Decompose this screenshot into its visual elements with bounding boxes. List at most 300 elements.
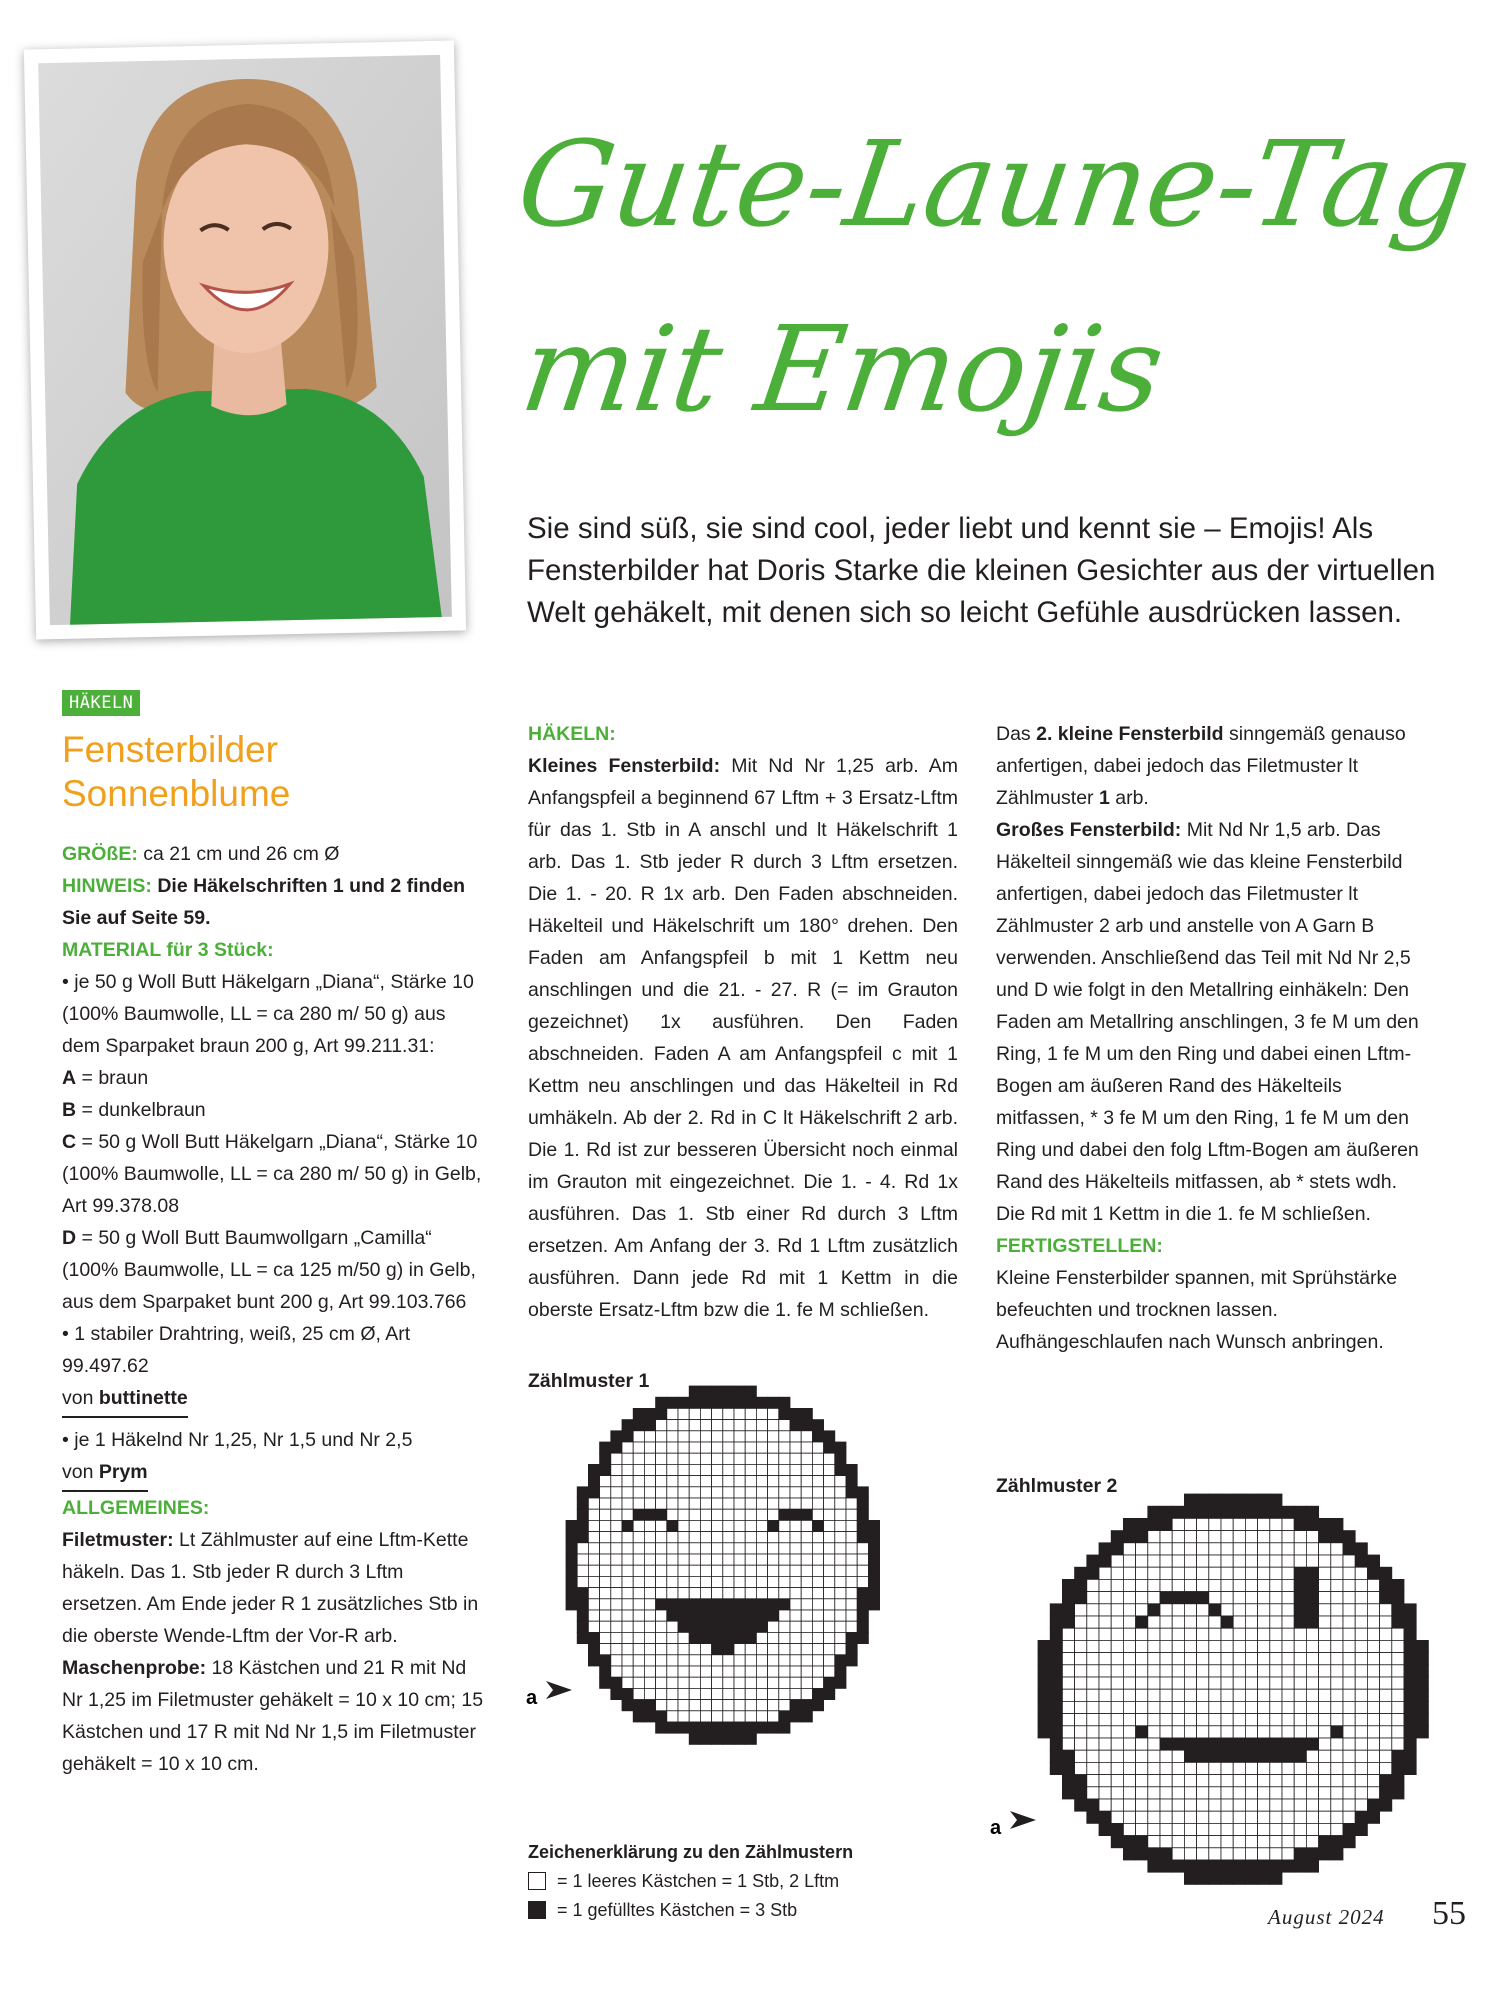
empty-cell [1355, 1762, 1367, 1774]
empty-cell [1136, 1775, 1148, 1787]
empty-cell [611, 1476, 622, 1487]
empty-cell [1123, 1567, 1135, 1579]
empty-cell [1258, 1811, 1270, 1823]
empty-cell [1319, 1567, 1331, 1579]
empty-cell [779, 1476, 790, 1487]
filled-cell [1245, 1506, 1257, 1518]
empty-cell [678, 1498, 689, 1509]
empty-cell [768, 1476, 779, 1487]
empty-cell [656, 1621, 667, 1632]
filled-cell [1270, 1750, 1282, 1762]
empty-cell [611, 1655, 622, 1666]
empty-cell [1148, 1628, 1160, 1640]
empty-cell [689, 1464, 700, 1475]
empty-cell [1148, 1701, 1160, 1713]
filled-cell [1209, 1738, 1221, 1750]
empty-cell [768, 1632, 779, 1643]
empty-cell [1245, 1555, 1257, 1567]
empty-cell [756, 1431, 767, 1442]
empty-cell [1184, 1579, 1196, 1591]
empty-cell [1233, 1604, 1245, 1616]
empty-cell [1258, 1836, 1270, 1848]
empty-cell [1123, 1701, 1135, 1713]
empty-cell [756, 1711, 767, 1722]
empty-cell [600, 1632, 611, 1643]
headline-line-2: mit Emojis [513, 300, 1172, 438]
filled-cell [1062, 1787, 1074, 1799]
empty-cell [1148, 1531, 1160, 1543]
empty-cell [1172, 1811, 1184, 1823]
empty-cell [1209, 1762, 1221, 1774]
empty-cell [812, 1543, 823, 1554]
empty-cell [1392, 1628, 1404, 1640]
headline-line-1: Gute-Laune-Tag [509, 115, 1479, 253]
empty-cell [1148, 1787, 1160, 1799]
empty-cell [633, 1476, 644, 1487]
filled-cell [577, 1509, 588, 1520]
empty-cell [1319, 1616, 1331, 1628]
empty-cell [824, 1632, 835, 1643]
filled-cell [1258, 1738, 1270, 1750]
empty-cell [1209, 1579, 1221, 1591]
empty-cell [801, 1442, 812, 1453]
filled-cell [1258, 1750, 1270, 1762]
empty-cell [1331, 1762, 1343, 1774]
empty-cell [1075, 1665, 1087, 1677]
empty-cell [644, 1621, 655, 1632]
empty-cell [1197, 1799, 1209, 1811]
filled-cell [1184, 1506, 1196, 1518]
filled-cell [1404, 1726, 1416, 1738]
filled-cell [790, 1420, 801, 1431]
empty-cell [734, 1464, 745, 1475]
empty-cell [1184, 1836, 1196, 1848]
empty-cell [1294, 1665, 1306, 1677]
empty-cell [1258, 1799, 1270, 1811]
empty-cell [588, 1509, 599, 1520]
filled-cell [611, 1688, 622, 1699]
filled-cell [588, 1464, 599, 1475]
empty-cell [712, 1588, 723, 1599]
filled-cell [1136, 1616, 1148, 1628]
filled-cell [1367, 1555, 1379, 1567]
empty-cell [712, 1565, 723, 1576]
empty-cell [1160, 1665, 1172, 1677]
empty-cell [1233, 1592, 1245, 1604]
filled-cell [768, 1599, 779, 1610]
filled-cell [1050, 1726, 1062, 1738]
empty-cell [1209, 1811, 1221, 1823]
empty-cell [1282, 1543, 1294, 1555]
empty-cell [1367, 1775, 1379, 1787]
filled-cell [756, 1599, 767, 1610]
category-badge: HÄKELN [62, 690, 140, 716]
empty-cell [835, 1621, 846, 1632]
empty-cell [1221, 1689, 1233, 1701]
supplier-1-von: von [62, 1387, 99, 1409]
empty-cell [633, 1453, 644, 1464]
empty-cell [700, 1520, 711, 1531]
empty-cell [768, 1621, 779, 1632]
empty-cell [1331, 1640, 1343, 1652]
empty-cell [1184, 1628, 1196, 1640]
empty-cell [1367, 1604, 1379, 1616]
filled-cell [1380, 1579, 1392, 1591]
empty-cell [1075, 1677, 1087, 1689]
empty-cell [1343, 1750, 1355, 1762]
empty-cell [611, 1632, 622, 1643]
empty-cell [801, 1487, 812, 1498]
empty-cell [1111, 1701, 1123, 1713]
empty-cell [1221, 1799, 1233, 1811]
empty-cell [1294, 1640, 1306, 1652]
empty-cell [756, 1655, 767, 1666]
empty-cell [1148, 1555, 1160, 1567]
filled-cell [1294, 1506, 1306, 1518]
filled-cell [689, 1610, 700, 1621]
filled-cell [1392, 1604, 1404, 1616]
legend-empty [528, 1867, 978, 1896]
empty-cell [790, 1666, 801, 1677]
empty-cell [723, 1677, 734, 1688]
empty-cell [1111, 1762, 1123, 1774]
filled-cell [1123, 1836, 1135, 1848]
filled-cell [622, 1420, 633, 1431]
empty-cell [790, 1565, 801, 1576]
empty-cell [1306, 1665, 1318, 1677]
empty-cell [1172, 1677, 1184, 1689]
empty-cell [857, 1576, 868, 1587]
empty-cell [846, 1532, 857, 1543]
empty-cell [824, 1509, 835, 1520]
empty-cell [644, 1464, 655, 1475]
empty-cell [667, 1632, 678, 1643]
empty-cell [712, 1520, 723, 1531]
legend-empty-text: = 1 leeres Kästchen = 1 Stb, 2 Lftm [552, 1871, 840, 1891]
empty-cell [1233, 1555, 1245, 1567]
empty-cell [588, 1588, 599, 1599]
intro-text: Sie sind süß, sie sind cool, jeder liebt und kennt sie – Emojis! Als Fensterbilder hat Doris Starke die kleinen Gesichter aus der virtuellen Welt gehäkelt, mit denen sich so leicht Gefühle ausdrücken lassen. [527, 512, 1436, 629]
empty-cell [779, 1520, 790, 1531]
empty-cell [790, 1688, 801, 1699]
empty-cell [1148, 1592, 1160, 1604]
filled-cell [1404, 1653, 1416, 1665]
empty-cell [1331, 1714, 1343, 1726]
empty-cell [1087, 1616, 1099, 1628]
empty-cell [745, 1565, 756, 1576]
empty-cell [1123, 1628, 1135, 1640]
empty-cell [1148, 1689, 1160, 1701]
empty-cell [801, 1588, 812, 1599]
empty-cell [723, 1487, 734, 1498]
filled-cell [1367, 1811, 1379, 1823]
empty-cell [801, 1644, 812, 1655]
empty-cell [745, 1644, 756, 1655]
empty-cell [588, 1543, 599, 1554]
empty-cell [1270, 1592, 1282, 1604]
empty-cell [1172, 1628, 1184, 1640]
empty-cell [1270, 1823, 1282, 1835]
empty-cell [1209, 1640, 1221, 1652]
empty-cell [678, 1408, 689, 1419]
empty-cell [712, 1688, 723, 1699]
empty-cell [1111, 1592, 1123, 1604]
empty-cell [1282, 1799, 1294, 1811]
empty-cell [756, 1408, 767, 1419]
filled-cell [1319, 1836, 1331, 1848]
empty-cell [1258, 1555, 1270, 1567]
filled-cell [1404, 1677, 1416, 1689]
empty-cell [1233, 1701, 1245, 1713]
empty-cell [1319, 1543, 1331, 1555]
empty-cell [600, 1520, 611, 1531]
empty-cell [1319, 1799, 1331, 1811]
empty-cell [633, 1677, 644, 1688]
filled-cell [1050, 1653, 1062, 1665]
empty-cell [1099, 1775, 1111, 1787]
empty-cell [1136, 1823, 1148, 1835]
empty-cell [1172, 1604, 1184, 1616]
filled-cell [656, 1509, 667, 1520]
empty-cell [1319, 1677, 1331, 1689]
empty-cell [768, 1532, 779, 1543]
empty-cell [1355, 1799, 1367, 1811]
empty-cell [790, 1487, 801, 1498]
empty-cell [779, 1532, 790, 1543]
filled-cell [689, 1599, 700, 1610]
empty-cell [779, 1420, 790, 1431]
filled-cell [1136, 1531, 1148, 1543]
filled-cell [700, 1733, 711, 1744]
empty-cell [1111, 1750, 1123, 1762]
empty-cell [1136, 1738, 1148, 1750]
filled-cell [1050, 1714, 1062, 1726]
empty-cell [1331, 1567, 1343, 1579]
empty-cell [1123, 1604, 1135, 1616]
empty-cell [1233, 1531, 1245, 1543]
empty-cell [1172, 1762, 1184, 1774]
empty-cell [1184, 1689, 1196, 1701]
empty-cell [1270, 1518, 1282, 1530]
empty-cell [611, 1588, 622, 1599]
project-title-line-2: Sonnenblume [62, 773, 291, 814]
empty-cell [846, 1543, 857, 1554]
empty-cell [1172, 1543, 1184, 1555]
empty-cell [600, 1621, 611, 1632]
empty-cell [689, 1677, 700, 1688]
filled-cell [1160, 1518, 1172, 1530]
empty-cell [1343, 1567, 1355, 1579]
empty-cell [1282, 1579, 1294, 1591]
filled-cell [812, 1431, 823, 1442]
empty-cell [611, 1610, 622, 1621]
empty-cell [1306, 1775, 1318, 1787]
filled-cell [633, 1700, 644, 1711]
portrait-photo [24, 41, 466, 640]
filled-cell [1184, 1860, 1196, 1872]
empty-cell [768, 1408, 779, 1419]
empty-cell [790, 1588, 801, 1599]
empty-cell [622, 1565, 633, 1576]
empty-cell [824, 1599, 835, 1610]
empty-cell [678, 1711, 689, 1722]
empty-cell [1221, 1543, 1233, 1555]
empty-cell [1099, 1592, 1111, 1604]
empty-cell [1319, 1579, 1331, 1591]
empty-cell [1355, 1592, 1367, 1604]
legend-filled [528, 1896, 978, 1925]
empty-cell [756, 1632, 767, 1643]
empty-cell [835, 1610, 846, 1621]
empty-cell [1075, 1714, 1087, 1726]
empty-cell [1367, 1701, 1379, 1713]
empty-cell [1270, 1775, 1282, 1787]
filled-cell [857, 1520, 868, 1531]
empty-cell [1172, 1665, 1184, 1677]
empty-cell [689, 1711, 700, 1722]
empty-cell [801, 1532, 812, 1543]
filled-cell [1270, 1872, 1282, 1884]
empty-cell [633, 1610, 644, 1621]
empty-cell [1099, 1762, 1111, 1774]
empty-cell [1270, 1531, 1282, 1543]
filled-cell [745, 1397, 756, 1408]
empty-cell [1245, 1848, 1257, 1860]
empty-cell [667, 1532, 678, 1543]
empty-cell [600, 1576, 611, 1587]
empty-cell [779, 1588, 790, 1599]
empty-cell [779, 1453, 790, 1464]
empty-cell [745, 1700, 756, 1711]
empty-cell [1258, 1701, 1270, 1713]
crochet-heading: HÄKELN: [528, 723, 616, 745]
empty-cell [1099, 1616, 1111, 1628]
empty-cell [824, 1520, 835, 1531]
empty-cell [611, 1487, 622, 1498]
empty-cell [756, 1532, 767, 1543]
filled-cell [756, 1722, 767, 1733]
color-b-key: B [62, 1099, 77, 1121]
filled-cell [1148, 1518, 1160, 1530]
empty-cell [1221, 1762, 1233, 1774]
filled-cell [868, 1588, 879, 1599]
empty-cell [1380, 1738, 1392, 1750]
empty-cell [1136, 1653, 1148, 1665]
empty-cell [1184, 1677, 1196, 1689]
empty-cell [1306, 1750, 1318, 1762]
empty-cell [1380, 1640, 1392, 1652]
empty-cell [1331, 1616, 1343, 1628]
empty-cell [768, 1431, 779, 1442]
empty-cell [633, 1588, 644, 1599]
empty-cell [1197, 1628, 1209, 1640]
filled-cell [824, 1442, 835, 1453]
filled-cell [812, 1520, 823, 1531]
filled-cell [1160, 1506, 1172, 1518]
filled-cell [1038, 1714, 1050, 1726]
empty-cell [1331, 1604, 1343, 1616]
filled-cell [790, 1700, 801, 1711]
empty-cell [622, 1621, 633, 1632]
legend-filled-text: = 1 gefülltes Kästchen = 3 Stb [552, 1900, 798, 1920]
empty-cell [1233, 1726, 1245, 1738]
empty-cell [1294, 1628, 1306, 1640]
filled-cell [1123, 1518, 1135, 1530]
empty-cell [1123, 1750, 1135, 1762]
empty-cell [667, 1408, 678, 1419]
empty-cell [1343, 1714, 1355, 1726]
empty-cell [734, 1554, 745, 1565]
empty-cell [700, 1677, 711, 1688]
filled-cell [723, 1621, 734, 1632]
filled-cell [801, 1711, 812, 1722]
empty-cell [1099, 1714, 1111, 1726]
empty-cell [1282, 1518, 1294, 1530]
empty-cell [1270, 1726, 1282, 1738]
empty-cell [734, 1588, 745, 1599]
filled-cell [577, 1487, 588, 1498]
filled-cell [1404, 1762, 1416, 1774]
empty-cell [1136, 1799, 1148, 1811]
empty-cell [1270, 1836, 1282, 1848]
filled-cell [1294, 1616, 1306, 1628]
filled-cell [689, 1386, 700, 1397]
empty-cell [633, 1520, 644, 1531]
filled-cell [1416, 1665, 1428, 1677]
empty-cell [712, 1576, 723, 1587]
empty-cell [745, 1487, 756, 1498]
empty-cell [1306, 1714, 1318, 1726]
empty-cell [1172, 1555, 1184, 1567]
empty-cell [1331, 1677, 1343, 1689]
empty-cell [824, 1532, 835, 1543]
empty-cell [1245, 1775, 1257, 1787]
filled-cell [1075, 1567, 1087, 1579]
empty-cell [1343, 1738, 1355, 1750]
empty-cell [1111, 1604, 1123, 1616]
empty-cell [1282, 1823, 1294, 1835]
empty-cell [1209, 1836, 1221, 1848]
empty-cell [812, 1610, 823, 1621]
empty-cell [700, 1644, 711, 1655]
empty-cell [622, 1655, 633, 1666]
empty-cell [812, 1599, 823, 1610]
empty-cell [1087, 1665, 1099, 1677]
empty-cell [611, 1565, 622, 1576]
empty-cell [1343, 1604, 1355, 1616]
empty-cell [1197, 1665, 1209, 1677]
empty-cell [723, 1431, 734, 1442]
empty-cell [846, 1610, 857, 1621]
empty-cell [779, 1464, 790, 1475]
empty-cell [790, 1610, 801, 1621]
empty-cell [1160, 1799, 1172, 1811]
filled-cell [644, 1700, 655, 1711]
empty-cell [644, 1688, 655, 1699]
empty-cell [588, 1565, 599, 1576]
empty-cell [734, 1532, 745, 1543]
empty-cell [1258, 1823, 1270, 1835]
empty-cell [1099, 1726, 1111, 1738]
empty-cell [1160, 1677, 1172, 1689]
empty-cell [600, 1610, 611, 1621]
filled-cell [667, 1722, 678, 1733]
empty-cell [779, 1677, 790, 1688]
filled-cell [846, 1644, 857, 1655]
filled-cell [846, 1655, 857, 1666]
empty-cell [1221, 1518, 1233, 1530]
filled-cell [1221, 1872, 1233, 1884]
